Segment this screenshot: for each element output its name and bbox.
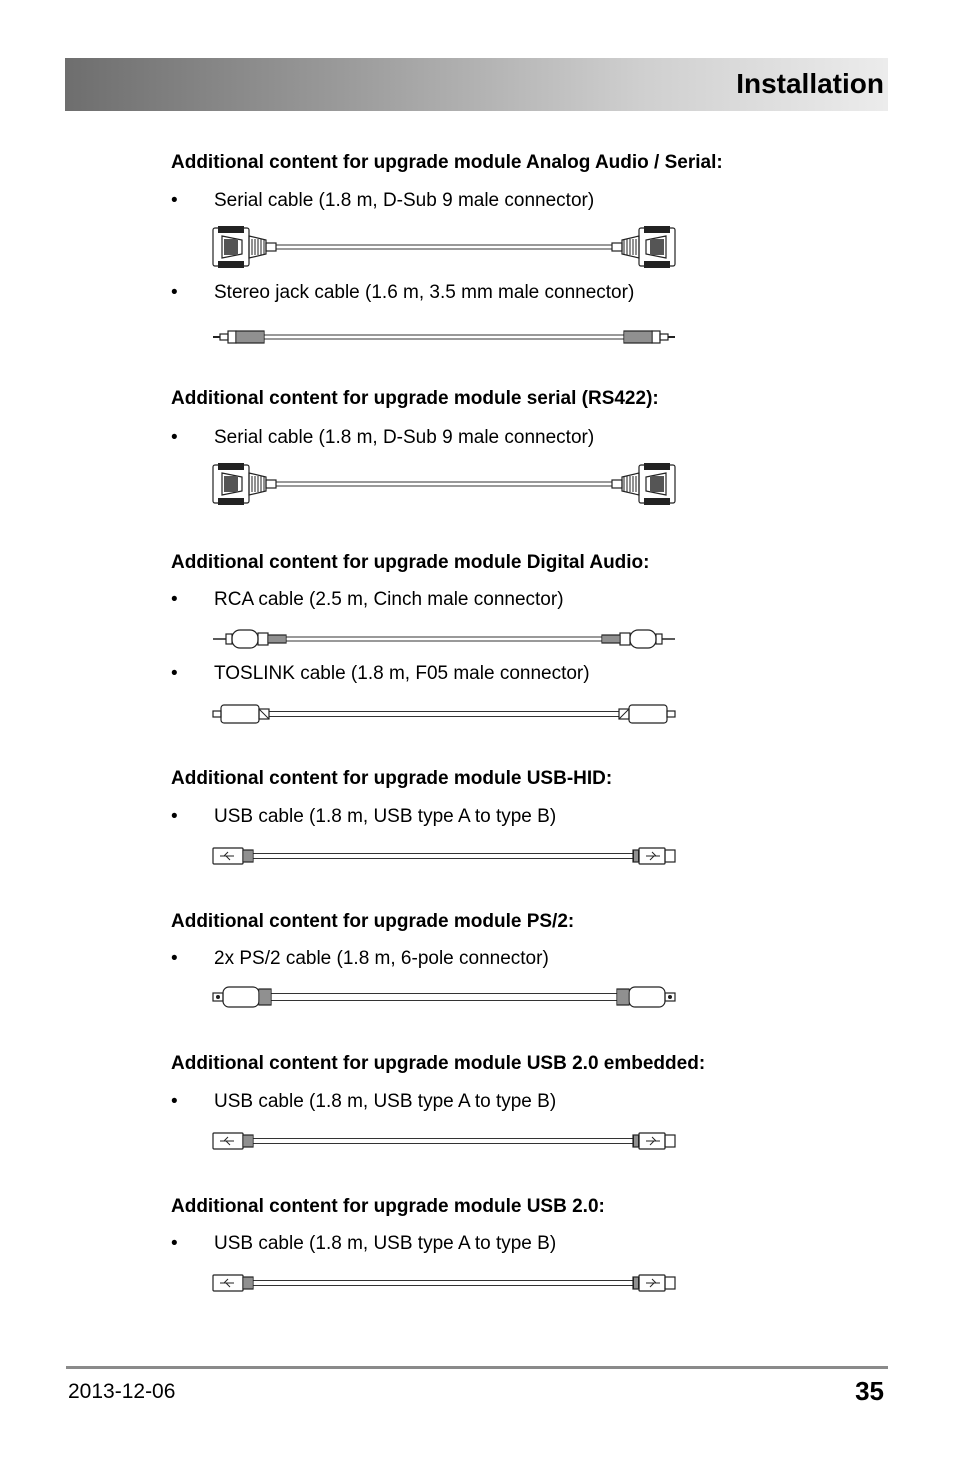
- bullet: •: [171, 589, 178, 610]
- item-label: RCA cable (2.5 m, Cinch male connector): [214, 589, 564, 610]
- usb-cable-image: [212, 1130, 676, 1152]
- bullet: •: [171, 282, 178, 303]
- bullet: •: [171, 1091, 178, 1112]
- bullet: •: [171, 663, 178, 684]
- footer-date: 2013-12-06: [68, 1380, 176, 1403]
- footer-rule: [66, 1366, 888, 1369]
- section-title-usb-hid: Additional content for upgrade module USB-HID:: [171, 768, 613, 789]
- item-label: USB cable (1.8 m, USB type A to type B): [214, 1233, 557, 1254]
- header-bar: [65, 58, 888, 111]
- section-title-usb20: Additional content for upgrade module USB 2.0:: [171, 1196, 605, 1217]
- item-label: Serial cable (1.8 m, D-Sub 9 male connector): [214, 427, 595, 448]
- bullet: •: [171, 427, 178, 448]
- item-label: Stereo jack cable (1.6 m, 3.5 mm male connector): [214, 282, 635, 303]
- toslink-cable-image: [212, 702, 676, 726]
- rca-cable-image: [212, 628, 676, 650]
- item-label: USB cable (1.8 m, USB type A to type B): [214, 1091, 557, 1112]
- item-label: 2x PS/2 cable (1.8 m, 6-pole connector): [214, 948, 549, 969]
- page-number: 35: [855, 1376, 884, 1406]
- page-title: Installation: [736, 68, 884, 99]
- serial-cable-image: [212, 461, 676, 507]
- section-title-usb20-embedded: Additional content for upgrade module USB 2.0 embedded:: [171, 1053, 706, 1074]
- item-label: TOSLINK cable (1.8 m, F05 male connector): [214, 663, 590, 684]
- item-label: Serial cable (1.8 m, D-Sub 9 male connector): [214, 190, 595, 211]
- usb-cable-image: [212, 1272, 676, 1294]
- usb-cable-image: [212, 845, 676, 867]
- section-title-serial-rs422: Additional content for upgrade module serial (RS422):: [171, 388, 659, 409]
- stereo-jack-cable-image: [212, 328, 676, 346]
- bullet: •: [171, 190, 178, 211]
- bullet: •: [171, 1233, 178, 1254]
- section-title-ps2: Additional content for upgrade module PS/2:: [171, 911, 575, 932]
- bullet: •: [171, 948, 178, 969]
- section-title-digital-audio: Additional content for upgrade module Digital Audio:: [171, 552, 650, 573]
- ps2-cable-image: [212, 984, 676, 1010]
- item-label: USB cable (1.8 m, USB type A to type B): [214, 806, 557, 827]
- bullet: •: [171, 806, 178, 827]
- section-title-analog-audio-serial: Additional content for upgrade module Analog Audio / Serial:: [171, 152, 723, 173]
- serial-cable-image: [212, 224, 676, 270]
